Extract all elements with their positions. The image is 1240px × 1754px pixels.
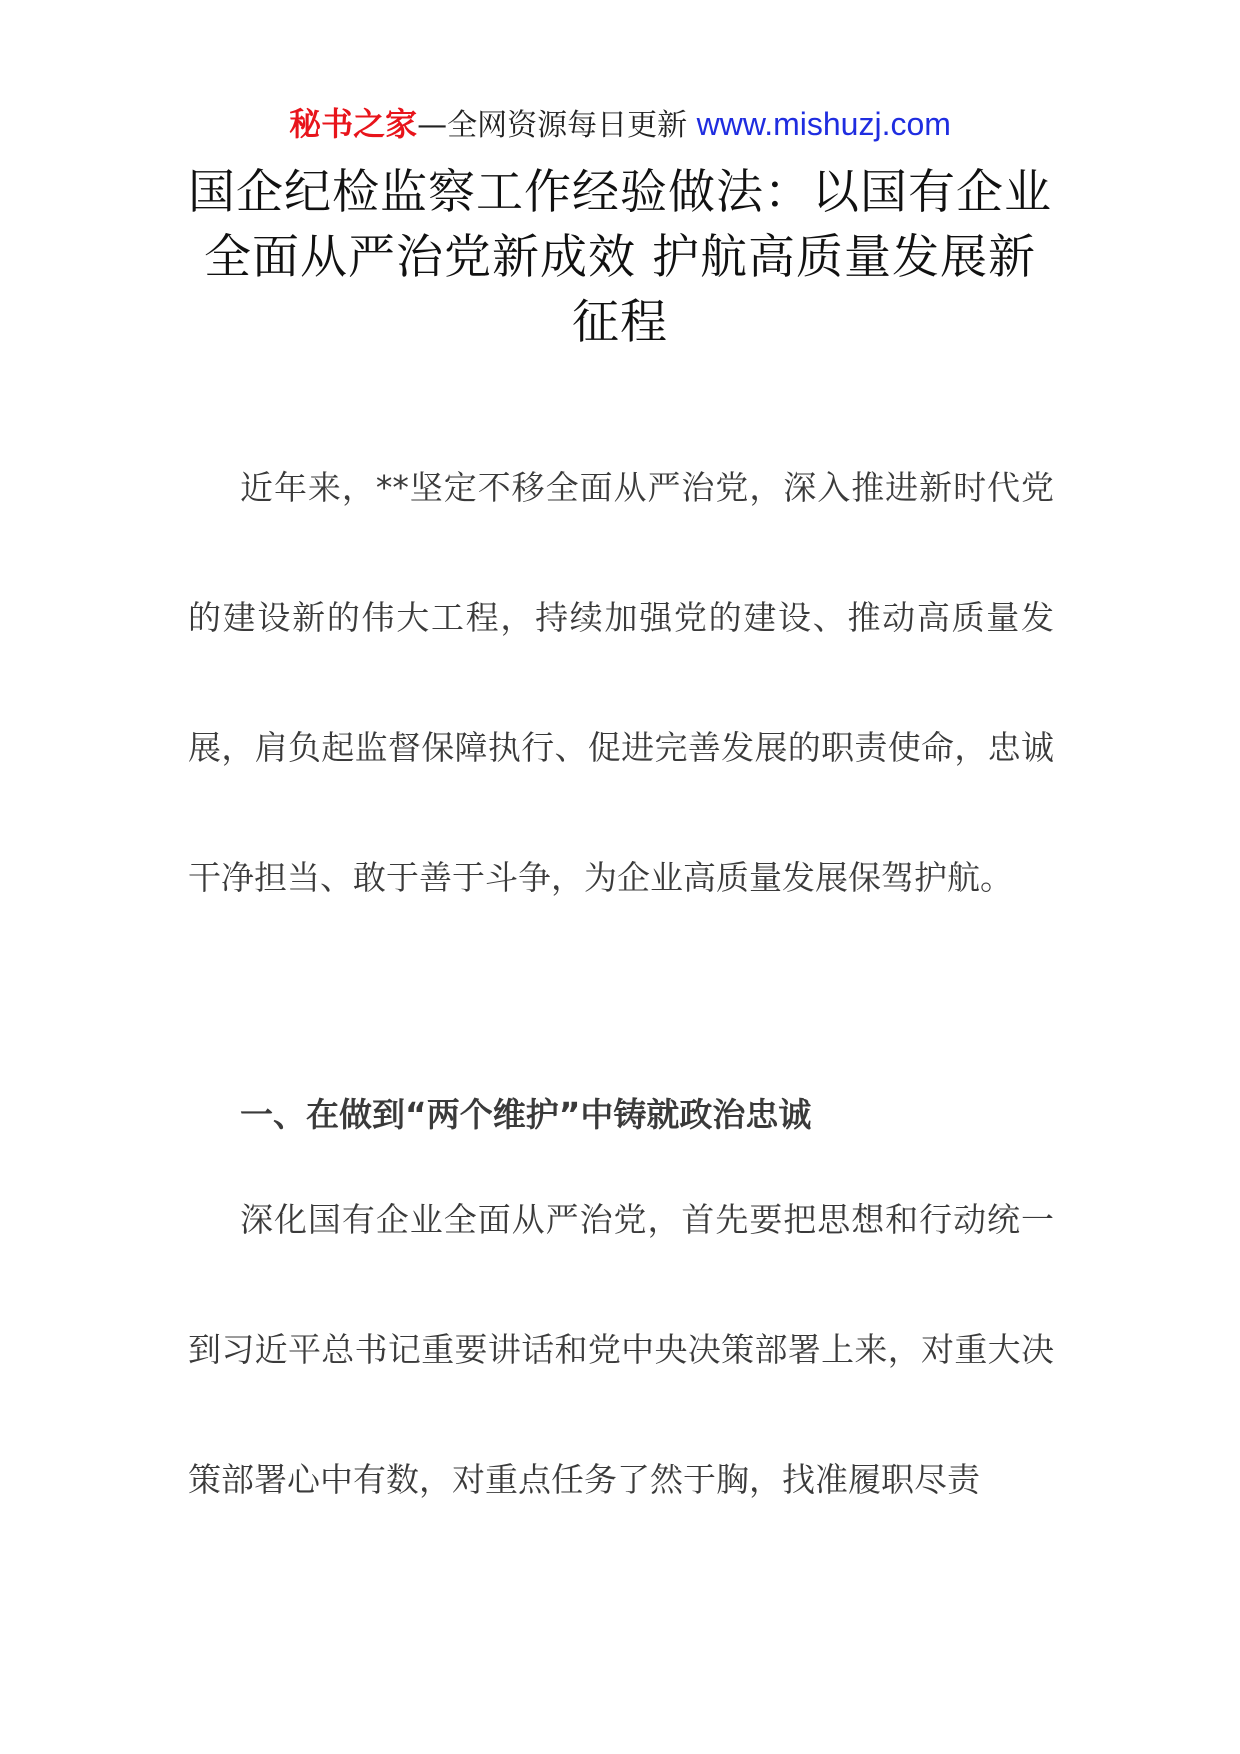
site-name: 秘书之家 (289, 105, 418, 143)
site-header (0, 100, 1240, 150)
site-url-link[interactable]: www.mishuzj.com (696, 106, 951, 142)
section-1-paragraph: 深化国有企业全面从严治党，首先要把思想和行动统一到习近平总书记重要讲话和党中央决策部署上来，对重大决策部署心中有数，对重点任务了然于胸，找准履职尽责 (188, 1200, 1054, 1499)
section-heading-1: 一、在做到“两个维护”中铸就政治忠诚 (240, 1095, 812, 1134)
intro-paragraph: 近年来，**坚定不移全面从严治党，深入推进新时代党的建设新的伟大工程，持续加强党的建设、推动高质量发展，肩负起监督保障执行、促进完善发展的职责使命，忠诚干净担当、敢于善于斗争，为企业高质量发展保驾护航。 (188, 468, 1054, 897)
site-slogan: —全网资源每日更新 (417, 108, 697, 143)
document-title: 国企纪检监察工作经验做法：以国有企业全面从严治党新成效 护航高质量发展新征程 (188, 165, 1052, 350)
